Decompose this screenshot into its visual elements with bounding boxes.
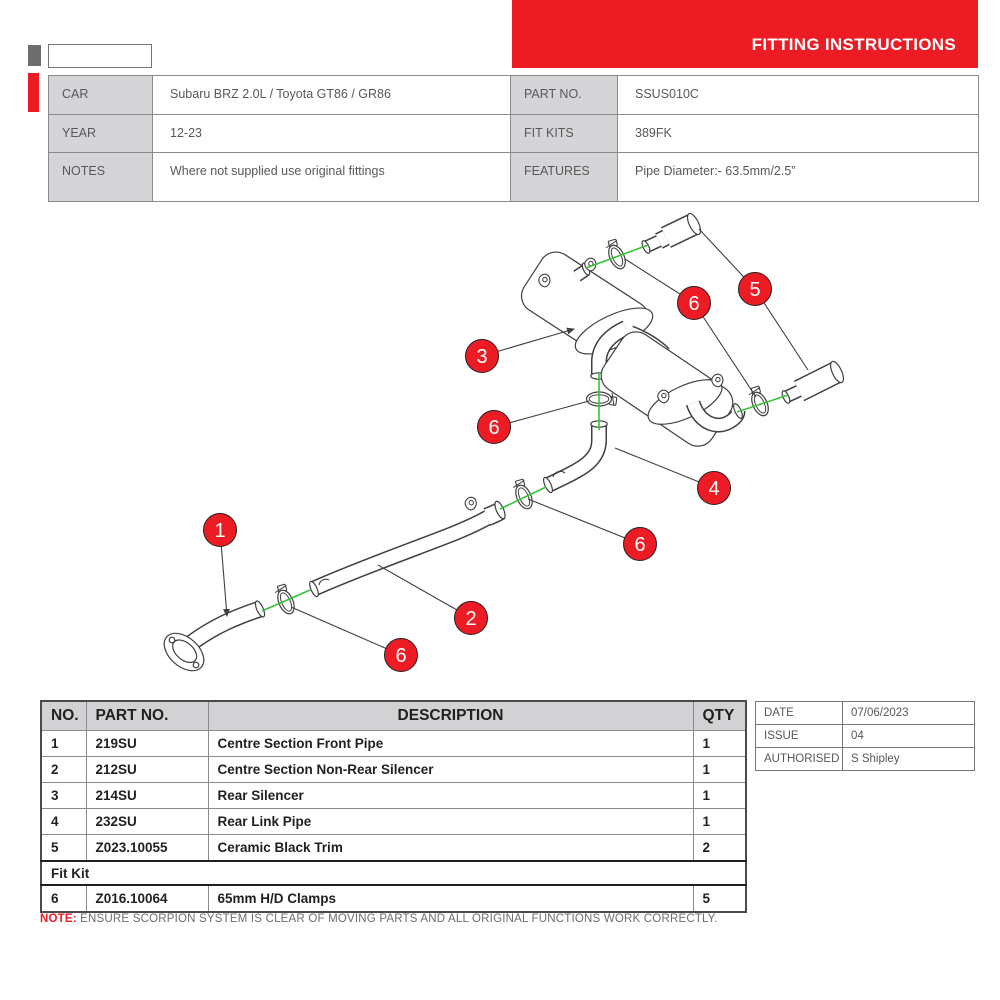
callout-6-tip-clamps <box>678 287 711 320</box>
svg-text:3: 3 <box>476 346 488 368</box>
partno-label: PART NO. <box>511 76 618 115</box>
tailpipe-trim-right <box>781 360 846 405</box>
svg-text:6: 6 <box>488 417 500 439</box>
cell-qty: 1 <box>693 757 746 783</box>
svg-text:6: 6 <box>634 534 646 556</box>
corner-tab-decoration <box>28 45 41 66</box>
col-qty: QTY <box>693 701 746 731</box>
rear-link-pipe <box>542 421 607 494</box>
callout-6-y-clamp <box>478 411 511 444</box>
col-part-no: PART NO. <box>86 701 208 731</box>
cell-no: 6 <box>41 885 86 912</box>
parts-table <box>40 700 747 913</box>
date-label: DATE <box>756 702 843 725</box>
cell-part-no: Z016.10064 <box>86 885 208 912</box>
callout-6-front-clamp <box>385 639 418 672</box>
cell-no: 5 <box>41 835 86 862</box>
meta-row-issue <box>756 725 975 748</box>
car-value: Subaru BRZ 2.0L / Toyota GT86 / GR86 <box>153 76 511 115</box>
parts-header-row <box>41 701 746 731</box>
fitting-instructions-banner <box>512 0 978 68</box>
meta-row-date <box>756 702 975 725</box>
features-value: Pipe Diameter:- 63.5mm/2.5” <box>618 153 979 202</box>
cell-description: Ceramic Black Trim <box>208 835 693 862</box>
cell-description: Rear Link Pipe <box>208 809 693 835</box>
cell-description: Centre Section Front Pipe <box>208 731 693 757</box>
centre-pipe <box>308 497 507 598</box>
note-prefix: NOTE: <box>40 913 77 925</box>
callout-6-mid-clamp <box>624 528 657 561</box>
footer-note <box>40 913 718 925</box>
year-value: 12-23 <box>153 115 511 153</box>
col-no: NO. <box>41 701 86 731</box>
note-text: ENSURE SCORPION SYSTEM IS CLEAR OF MOVING PARTS AND ALL ORIGINAL FUNCTIONS WORK CORRECTLY. <box>76 913 718 925</box>
date-value: 07/06/2023 <box>843 702 975 725</box>
issue-label: ISSUE <box>756 725 843 748</box>
table-row <box>41 757 746 783</box>
table-row <box>41 783 746 809</box>
callout-3 <box>466 340 499 373</box>
callout-5 <box>739 273 772 306</box>
cell-no: 3 <box>41 783 86 809</box>
cell-qty: 1 <box>693 731 746 757</box>
info-row-notes-features <box>49 153 979 202</box>
col-description: DESCRIPTION <box>208 701 693 731</box>
clamp-icon <box>587 392 617 406</box>
cell-description: Rear Silencer <box>208 783 693 809</box>
cell-qty: 5 <box>693 885 746 912</box>
info-row-car-partno <box>49 76 979 115</box>
cell-qty: 1 <box>693 783 746 809</box>
cell-no: 1 <box>41 731 86 757</box>
cell-part-no: 219SU <box>86 731 208 757</box>
year-label: YEAR <box>49 115 153 153</box>
page-title: FITTING INSTRUCTIONS <box>751 35 956 54</box>
cell-description: Centre Section Non-Rear Silencer <box>208 757 693 783</box>
front-pipe <box>157 600 266 678</box>
cell-part-no: Z023.10055 <box>86 835 208 862</box>
svg-text:6: 6 <box>395 645 407 667</box>
document-meta-table <box>755 701 975 771</box>
cell-part-no: 214SU <box>86 783 208 809</box>
fitkits-label: FIT KITS <box>511 115 618 153</box>
partno-value: SSUS010C <box>618 76 979 115</box>
callout-1 <box>204 514 237 547</box>
cell-part-no: 232SU <box>86 809 208 835</box>
red-accent-bar <box>28 73 39 112</box>
cell-qty: 1 <box>693 809 746 835</box>
clamp-icon <box>272 583 297 616</box>
fitkits-value: 389FK <box>618 115 979 153</box>
svg-text:5: 5 <box>749 279 761 301</box>
cell-no: 4 <box>41 809 86 835</box>
authorised-label: AUTHORISED <box>756 748 843 771</box>
notes-value: Where not supplied use original fittings <box>153 153 511 202</box>
callout-4 <box>698 472 731 505</box>
cell-no: 2 <box>41 757 86 783</box>
issue-value: 04 <box>843 725 975 748</box>
table-row <box>41 731 746 757</box>
svg-text:6: 6 <box>688 293 700 315</box>
notes-label: NOTES <box>49 153 153 202</box>
fit-kit-label: Fit Kit <box>41 861 746 885</box>
callout-2 <box>455 602 488 635</box>
logo-placeholder <box>48 44 152 68</box>
features-label: FEATURES <box>511 153 618 202</box>
table-row <box>41 885 746 912</box>
tailpipe-trim-upper <box>641 212 704 255</box>
table-row <box>41 835 746 862</box>
meta-row-authorised <box>756 748 975 771</box>
fit-kit-section-row <box>41 861 746 885</box>
svg-text:1: 1 <box>214 520 226 542</box>
info-row-year-fitkits <box>49 115 979 153</box>
cell-description: 65mm H/D Clamps <box>208 885 693 912</box>
svg-text:2: 2 <box>465 608 477 630</box>
cell-part-no: 212SU <box>86 757 208 783</box>
clamp-icon <box>603 238 629 271</box>
svg-text:4: 4 <box>708 478 720 500</box>
vehicle-info-table <box>48 75 979 202</box>
cell-qty: 2 <box>693 835 746 862</box>
table-row <box>41 809 746 835</box>
authorised-value: S Shipley <box>843 748 975 771</box>
car-label: CAR <box>49 76 153 115</box>
